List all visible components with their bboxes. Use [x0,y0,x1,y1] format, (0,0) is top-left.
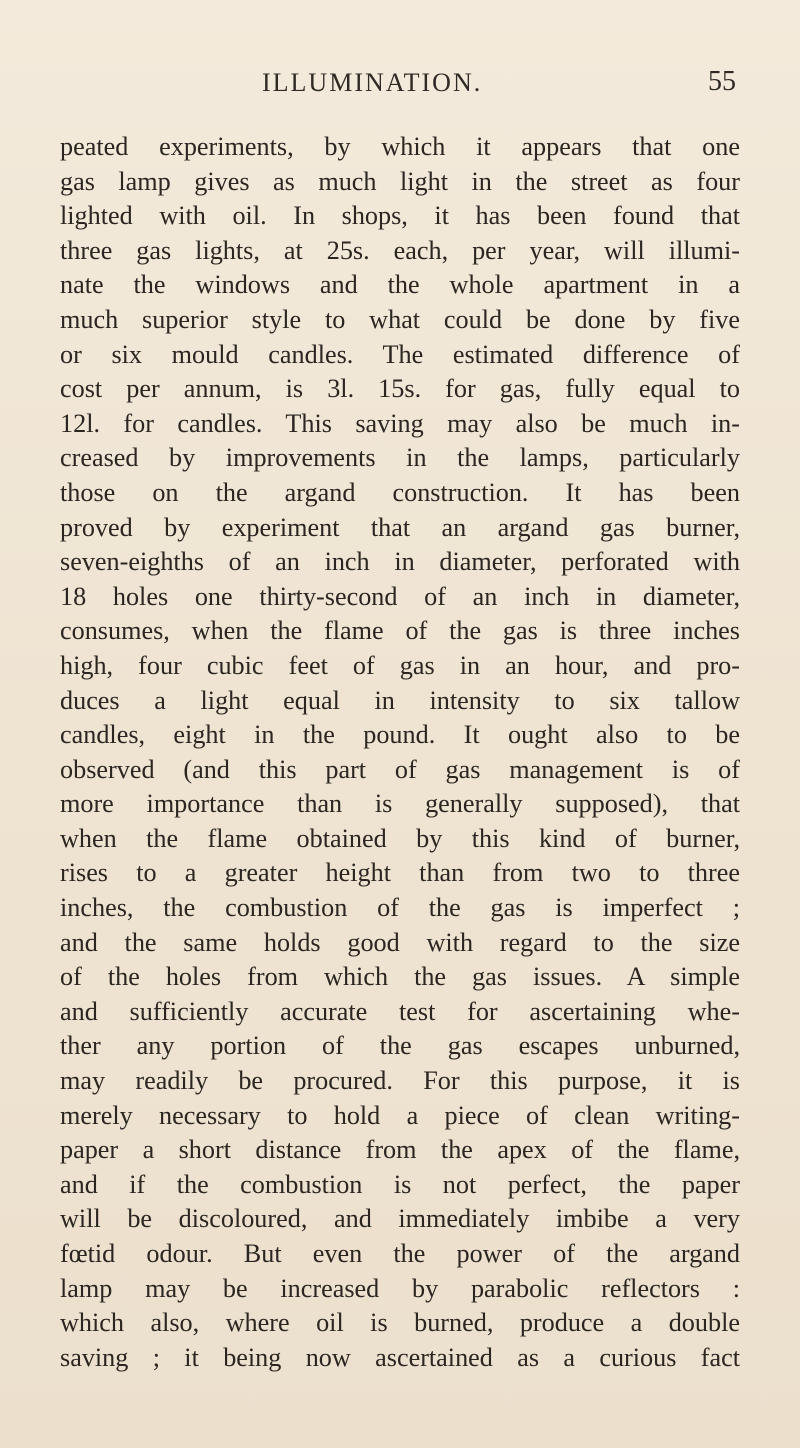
text-line: lamp may be increased by parabolic reflectors : [60,1273,740,1303]
text-line: paper a short distance from the apex of the flame, [60,1135,740,1165]
text-line: cost per annum, is 3l. 15s. for gas, fully equal to [60,374,740,404]
text-line: fœtid odour. But even the power of the argand [60,1239,740,1268]
text-line: and sufficiently accurate test for ascertaining whe- [60,996,740,1026]
text-line: lighted with oil. In shops, it has been found that [60,201,740,231]
text-line: and the same holds good with regard to the size [60,927,740,957]
text-line: or six mould candles. The estimated difference of [60,339,740,369]
running-title: ILLUMINATION. [262,68,483,97]
text-line: when the flame obtained by this kind of burner, [60,823,740,853]
text-line: three gas lights, at 25s. each, per year, will illumi- [60,235,740,265]
text-line: rises to a greater height than from two to three [60,858,740,888]
running-head [0,62,800,102]
text-line: peated experiments, by which it appears that one [60,132,740,161]
page-number: 55 [708,66,736,97]
text-line: consumes, when the flame of the gas is three inches [60,616,740,646]
text-line: merely necessary to hold a piece of clean writing- [60,1100,740,1130]
text-line: creased by improvements in the lamps, particularly [60,443,740,473]
text-line: may readily be procured. For this purpose, it is [60,1066,740,1096]
text-line: of the holes from which the gas issues. A simple [60,962,740,992]
text-line: seven-eighths of an inch in diameter, perforated with [60,547,740,577]
text-line: candles, eight in the pound. It ought also to be [60,720,740,750]
text-line: inches, the combustion of the gas is imperfect ; [60,893,740,923]
text-line: gas lamp gives as much light in the street as four [60,166,740,196]
text-line: much superior style to what could be done by five [60,304,740,334]
text-line: observed (and this part of gas management is of [60,754,740,784]
text-line: saving ; it being now ascertained as a curious fact [60,1342,740,1372]
text-line: and if the combustion is not perfect, the paper [60,1169,740,1199]
text-line: duces a light equal in intensity to six tallow [60,685,740,715]
text-line: those on the argand construction. It has been [60,477,740,507]
text-line: will be discoloured, and immediately imbibe a very [60,1204,740,1234]
text-line: nate the windows and the whole apartment in a [60,270,740,300]
text-line: 18 holes one thirty-second of an inch in diameter, [60,581,740,611]
text-line: high, four cubic feet of gas in an hour, and pro- [60,650,740,680]
text-line: which also, where oil is burned, produce a double [60,1308,740,1338]
body-paragraph [60,130,740,1375]
text-line: proved by experiment that an argand gas burner, [60,512,740,542]
text-line: more importance than is generally supposed), that [60,789,740,819]
text-line: ther any portion of the gas escapes unburned, [60,1031,740,1061]
text-line: 12l. for candles. This saving may also be much in- [60,408,740,438]
